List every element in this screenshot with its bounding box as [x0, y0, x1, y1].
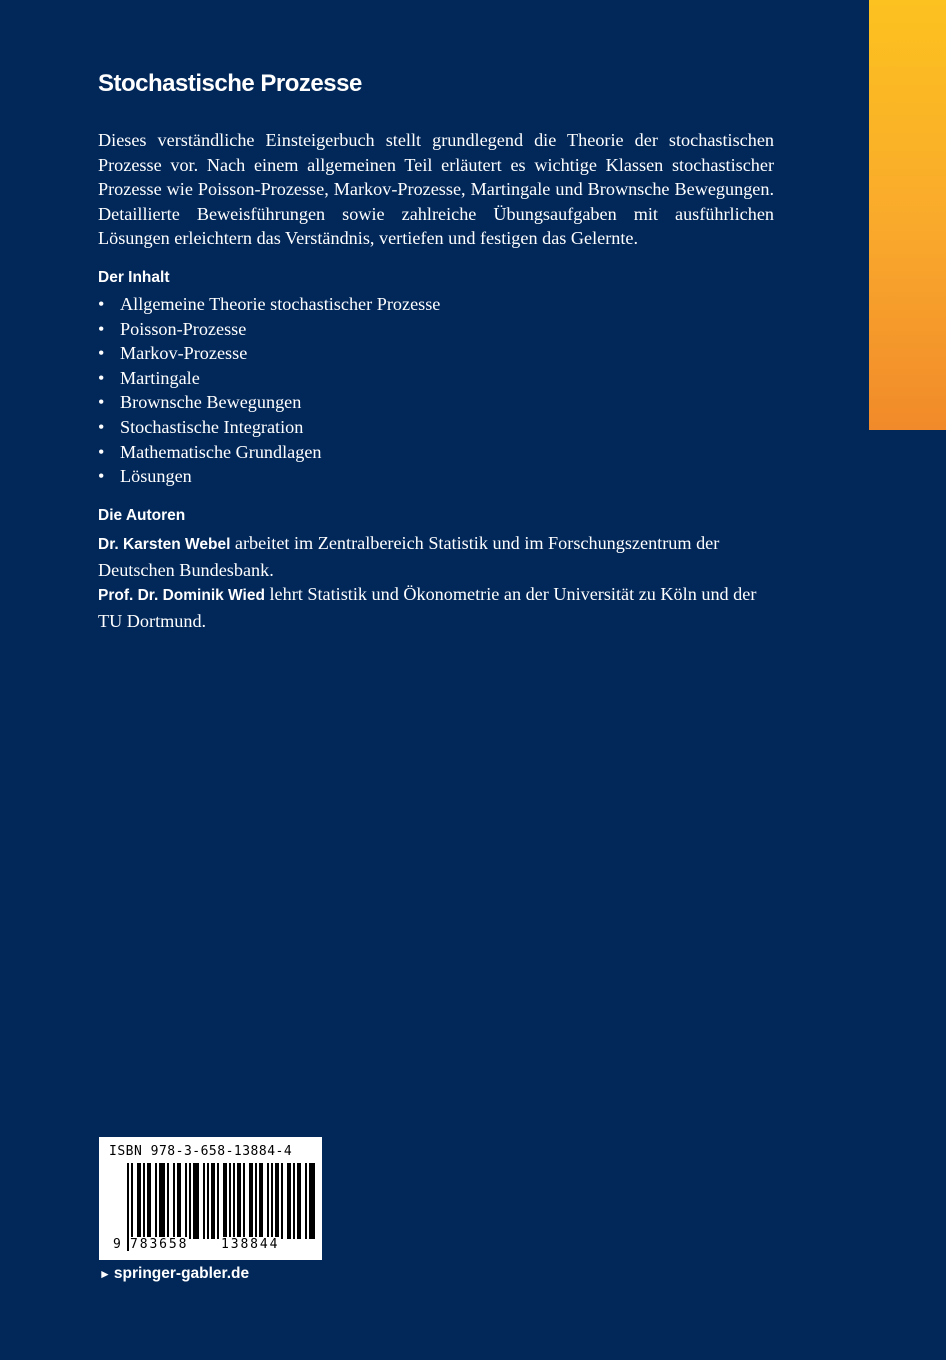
barcode-bar [309, 1163, 311, 1239]
isbn-label: ISBN 978-3-658-13884-4 [109, 1144, 293, 1159]
barcode-bar [297, 1163, 299, 1239]
barcode-bar [243, 1163, 245, 1239]
bullet-icon: • [98, 441, 105, 462]
barcode-bar [167, 1163, 169, 1239]
publisher-website-link[interactable] [99, 1265, 249, 1283]
barcode-bar [203, 1163, 205, 1239]
contents-item: • Brownsche Bewegungen [98, 390, 440, 415]
ean-left-digits: 783658 [130, 1237, 189, 1252]
barcode-bar [299, 1163, 301, 1239]
barcode-bar [147, 1163, 149, 1239]
ean-first-digit: 9 [113, 1237, 121, 1252]
barcode-bar [137, 1163, 139, 1239]
barcode-bar [189, 1163, 191, 1239]
authors-section [98, 531, 774, 633]
barcode-bar [239, 1163, 241, 1239]
author-name: Prof. Dr. Dominik Wied [98, 587, 265, 605]
barcode-bar [173, 1163, 175, 1239]
contents-item: • Martingale [98, 366, 440, 391]
website-url: springer-gabler.de [113, 1265, 250, 1282]
book-title: Stochastische Prozesse [98, 70, 362, 97]
barcode-bar [305, 1163, 307, 1239]
contents-item: • Allgemeine Theorie stochastischer Prozesse [98, 292, 440, 317]
barcode-bar [177, 1163, 179, 1239]
bullet-icon: • [98, 466, 105, 487]
orange-accent-bar [869, 0, 946, 430]
barcode-bar [233, 1163, 235, 1239]
barcode-bar [287, 1163, 289, 1239]
barcode-bar [271, 1163, 273, 1239]
bullet-icon: • [98, 416, 105, 437]
contents-heading: Der Inhalt [98, 269, 170, 286]
barcode-bar [261, 1163, 263, 1239]
ean-right-digits: 138844 [221, 1237, 280, 1252]
barcode-bar [207, 1163, 209, 1239]
barcode-bar [143, 1163, 145, 1239]
barcode-bar [179, 1163, 181, 1239]
barcode-bar [185, 1163, 187, 1239]
bullet-icon: • [98, 392, 105, 413]
barcode-bar [277, 1163, 279, 1239]
contents-list [98, 292, 440, 489]
book-description: Dieses verständliche Einsteigerbuch stellt grundlegend die Theorie der stochastischen Prozesse vor. Nach einem allgemeinen Teil erläutert es wichtige Klassen stochastischer Prozesse wie Poisson-Prozesse, Markov-Prozesse, Martingale und Brownsche Bewegungen. Detaillierte Beweisführungen sowie zahlreiche Übungsaufgaben mit ausführlichen Lösungen erleichtern das Verständnis, vertiefen und festigen das Gelernte. [98, 130, 774, 249]
barcode-bar [149, 1163, 151, 1239]
barcode-bar [267, 1163, 269, 1239]
barcode-bar [155, 1163, 157, 1239]
barcode-bar [259, 1163, 261, 1239]
barcode-bar [281, 1163, 283, 1239]
contents-item: • Poisson-Prozesse [98, 317, 440, 342]
bullet-icon: • [98, 318, 105, 339]
contents-item: • Mathematische Grundlagen [98, 440, 440, 465]
barcode-bar [217, 1163, 219, 1239]
author-entry [98, 531, 774, 582]
contents-item: • Stochastische Integration [98, 415, 440, 440]
barcode-bar [255, 1163, 257, 1239]
barcode-bar [193, 1163, 195, 1239]
barcode-bar [213, 1163, 215, 1239]
author-name: Dr. Karsten Webel [98, 536, 231, 553]
barcode-bar [293, 1163, 295, 1239]
author-bio: arbeitet im Zentralbereich Statistik und im Forschungszentrum der Deutschen Bundesbank. [98, 533, 720, 580]
authors-heading: Die Autoren [98, 507, 186, 524]
barcode-bar [163, 1163, 165, 1239]
barcode-bar [211, 1163, 213, 1239]
barcode-bar [139, 1163, 141, 1239]
barcode-bar [313, 1163, 315, 1239]
author-entry [98, 582, 774, 633]
barcode-bar [251, 1163, 253, 1239]
barcode-bar [159, 1163, 161, 1239]
barcode-bar [161, 1163, 163, 1239]
barcode-bar [275, 1163, 277, 1239]
contents-item: • Markov-Prozesse [98, 341, 440, 366]
barcode-bar [249, 1163, 251, 1239]
isbn-barcode [99, 1137, 322, 1260]
barcode-bar [197, 1163, 199, 1239]
barcode-bar [311, 1163, 313, 1239]
contents-item: • Lösungen [98, 464, 440, 489]
barcode-bar [289, 1163, 291, 1239]
bullet-icon: • [98, 294, 105, 314]
arrow-right-icon: ► [99, 1267, 111, 1281]
bullet-icon: • [98, 343, 105, 364]
barcode-bar [237, 1163, 239, 1239]
barcode-bar [195, 1163, 197, 1239]
bullet-icon: • [98, 367, 105, 388]
author-bio: lehrt Statistik und Ökonometrie an der Universität zu Köln und der TU Dortmund. [98, 584, 757, 631]
